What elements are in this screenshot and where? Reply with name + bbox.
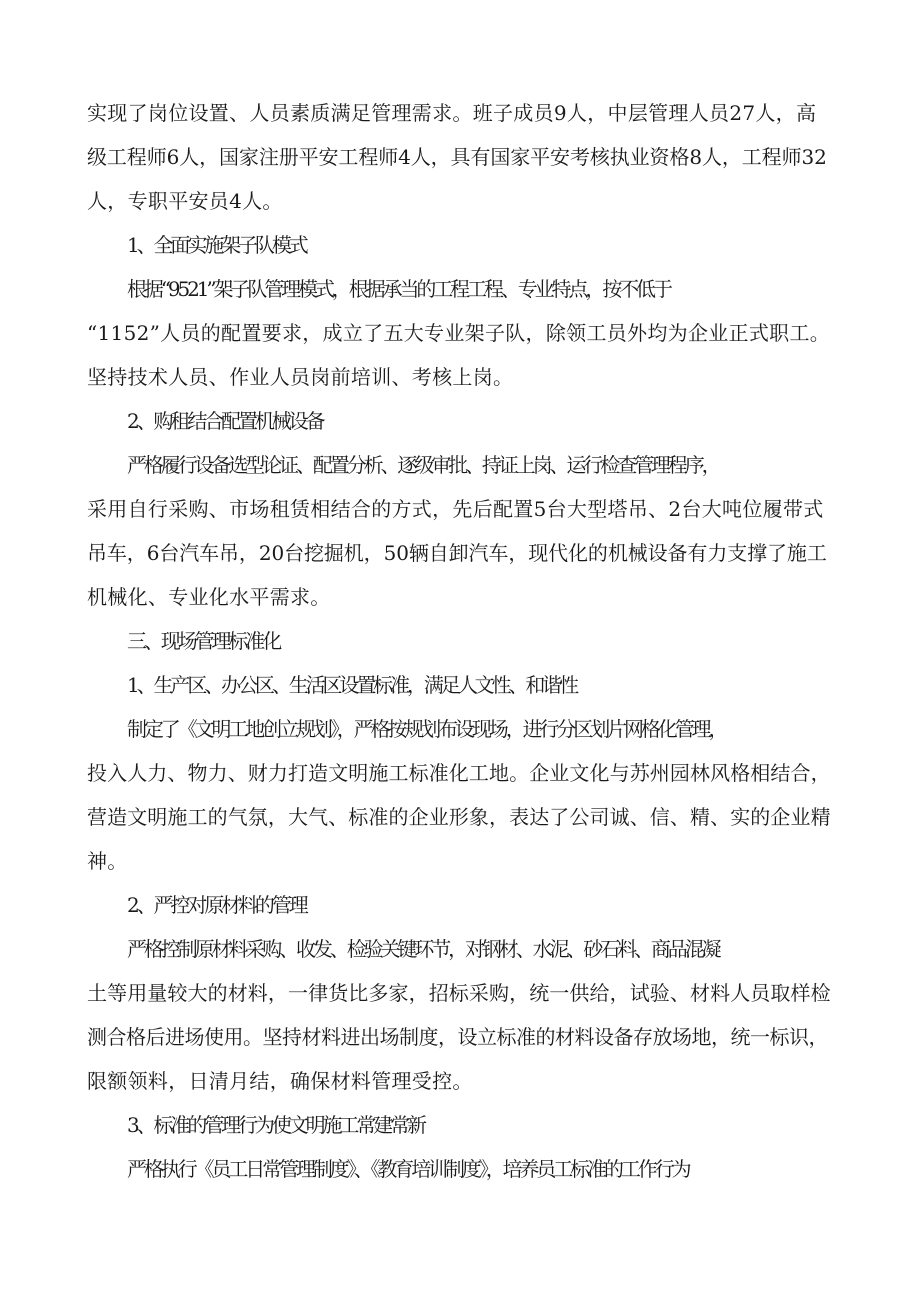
paragraph-first-line: 严格执行《员工日常管理制度》、《教育培训制度》，培养员工标准的工作行为 — [127, 1157, 689, 1181]
paragraph-first-line: 根据“9521”架子队管理模式，根据承当的工程工程、专业特点，按不低于 — [127, 277, 670, 301]
body-text-line: 限额领料，日清月结，确保材料管理受控。 — [87, 1069, 473, 1093]
body-text-line: 土等用量较大的材料，一律货比多家，招标采购，统一供给，试验、材料人员取样检 — [87, 981, 831, 1005]
section-heading: 3、标准的管理行为使文明施工常建常新 — [127, 1113, 424, 1137]
body-text-line: 投入人力、物力、财力打造文明施工标准化工地。企业文化与苏州园林风格相结合， — [87, 761, 831, 785]
section-heading: 2、严控对原材料的管理 — [127, 893, 306, 917]
paragraph-first-line: 严格控制原材料采购、收发、检验关键环节，对钢材、水泥、砂石料、商品混凝 — [127, 937, 719, 961]
paragraph-first-line: 制定了《文明工地创立规划》，严格按规划布设现场，进行分区划片网格化管理， — [127, 717, 726, 741]
section-heading: 1、全面实施架子队模式 — [127, 233, 306, 257]
body-text-line: 人，专职平安员4人。 — [87, 189, 283, 213]
body-text-line: 机械化、专业化水平需求。 — [87, 585, 331, 609]
chapter-heading: 三、现场管理标准化 — [127, 629, 280, 653]
body-text-line: 采用自行采购、市场租赁相结合的方式，先后配置5台大型塔吊、2台大吨位履带式 — [87, 497, 824, 521]
paragraph-first-line: 严格履行设备选型论证、配置分析、逐级审批、持证上岗、运行检查管理程序， — [127, 453, 719, 477]
body-text-line: 级工程师6人，国家注册平安工程师4人，具有国家平安考核执业资格8人，工程师32 — [87, 145, 827, 169]
body-text-line: 神。 — [87, 849, 128, 873]
body-text-line: 测合格后进场使用。坚持材料进出场制度，设立标准的材料设备存放场地，统一标识， — [87, 1025, 828, 1049]
body-text-line: 营造文明施工的气氛，大气、标准的企业形象，表达了公司诚、信、精、实的企业精 — [87, 805, 831, 829]
section-heading: 2、购租结合配置机械设备 — [127, 409, 323, 433]
body-text-line: 吊车，6台汽车吊，20台挖掘机，50辆自卸汽车，现代化的机械设备有力支撑了施工 — [87, 541, 827, 565]
body-text-line: 坚持技术人员、作业人员岗前培训、考核上岗。 — [87, 365, 514, 389]
body-text-line: “1152”人员的配置要求，成立了五大专业架子队，除领工员外均为企业正式职工。 — [87, 321, 831, 345]
section-heading: 1、生产区、办公区、生活区设置标准，满足人文性、和谐性 — [127, 673, 577, 697]
body-text-line: 实现了岗位设置、人员素质满足管理需求。班子成员9人，中层管理人员27人，高 — [87, 101, 817, 125]
